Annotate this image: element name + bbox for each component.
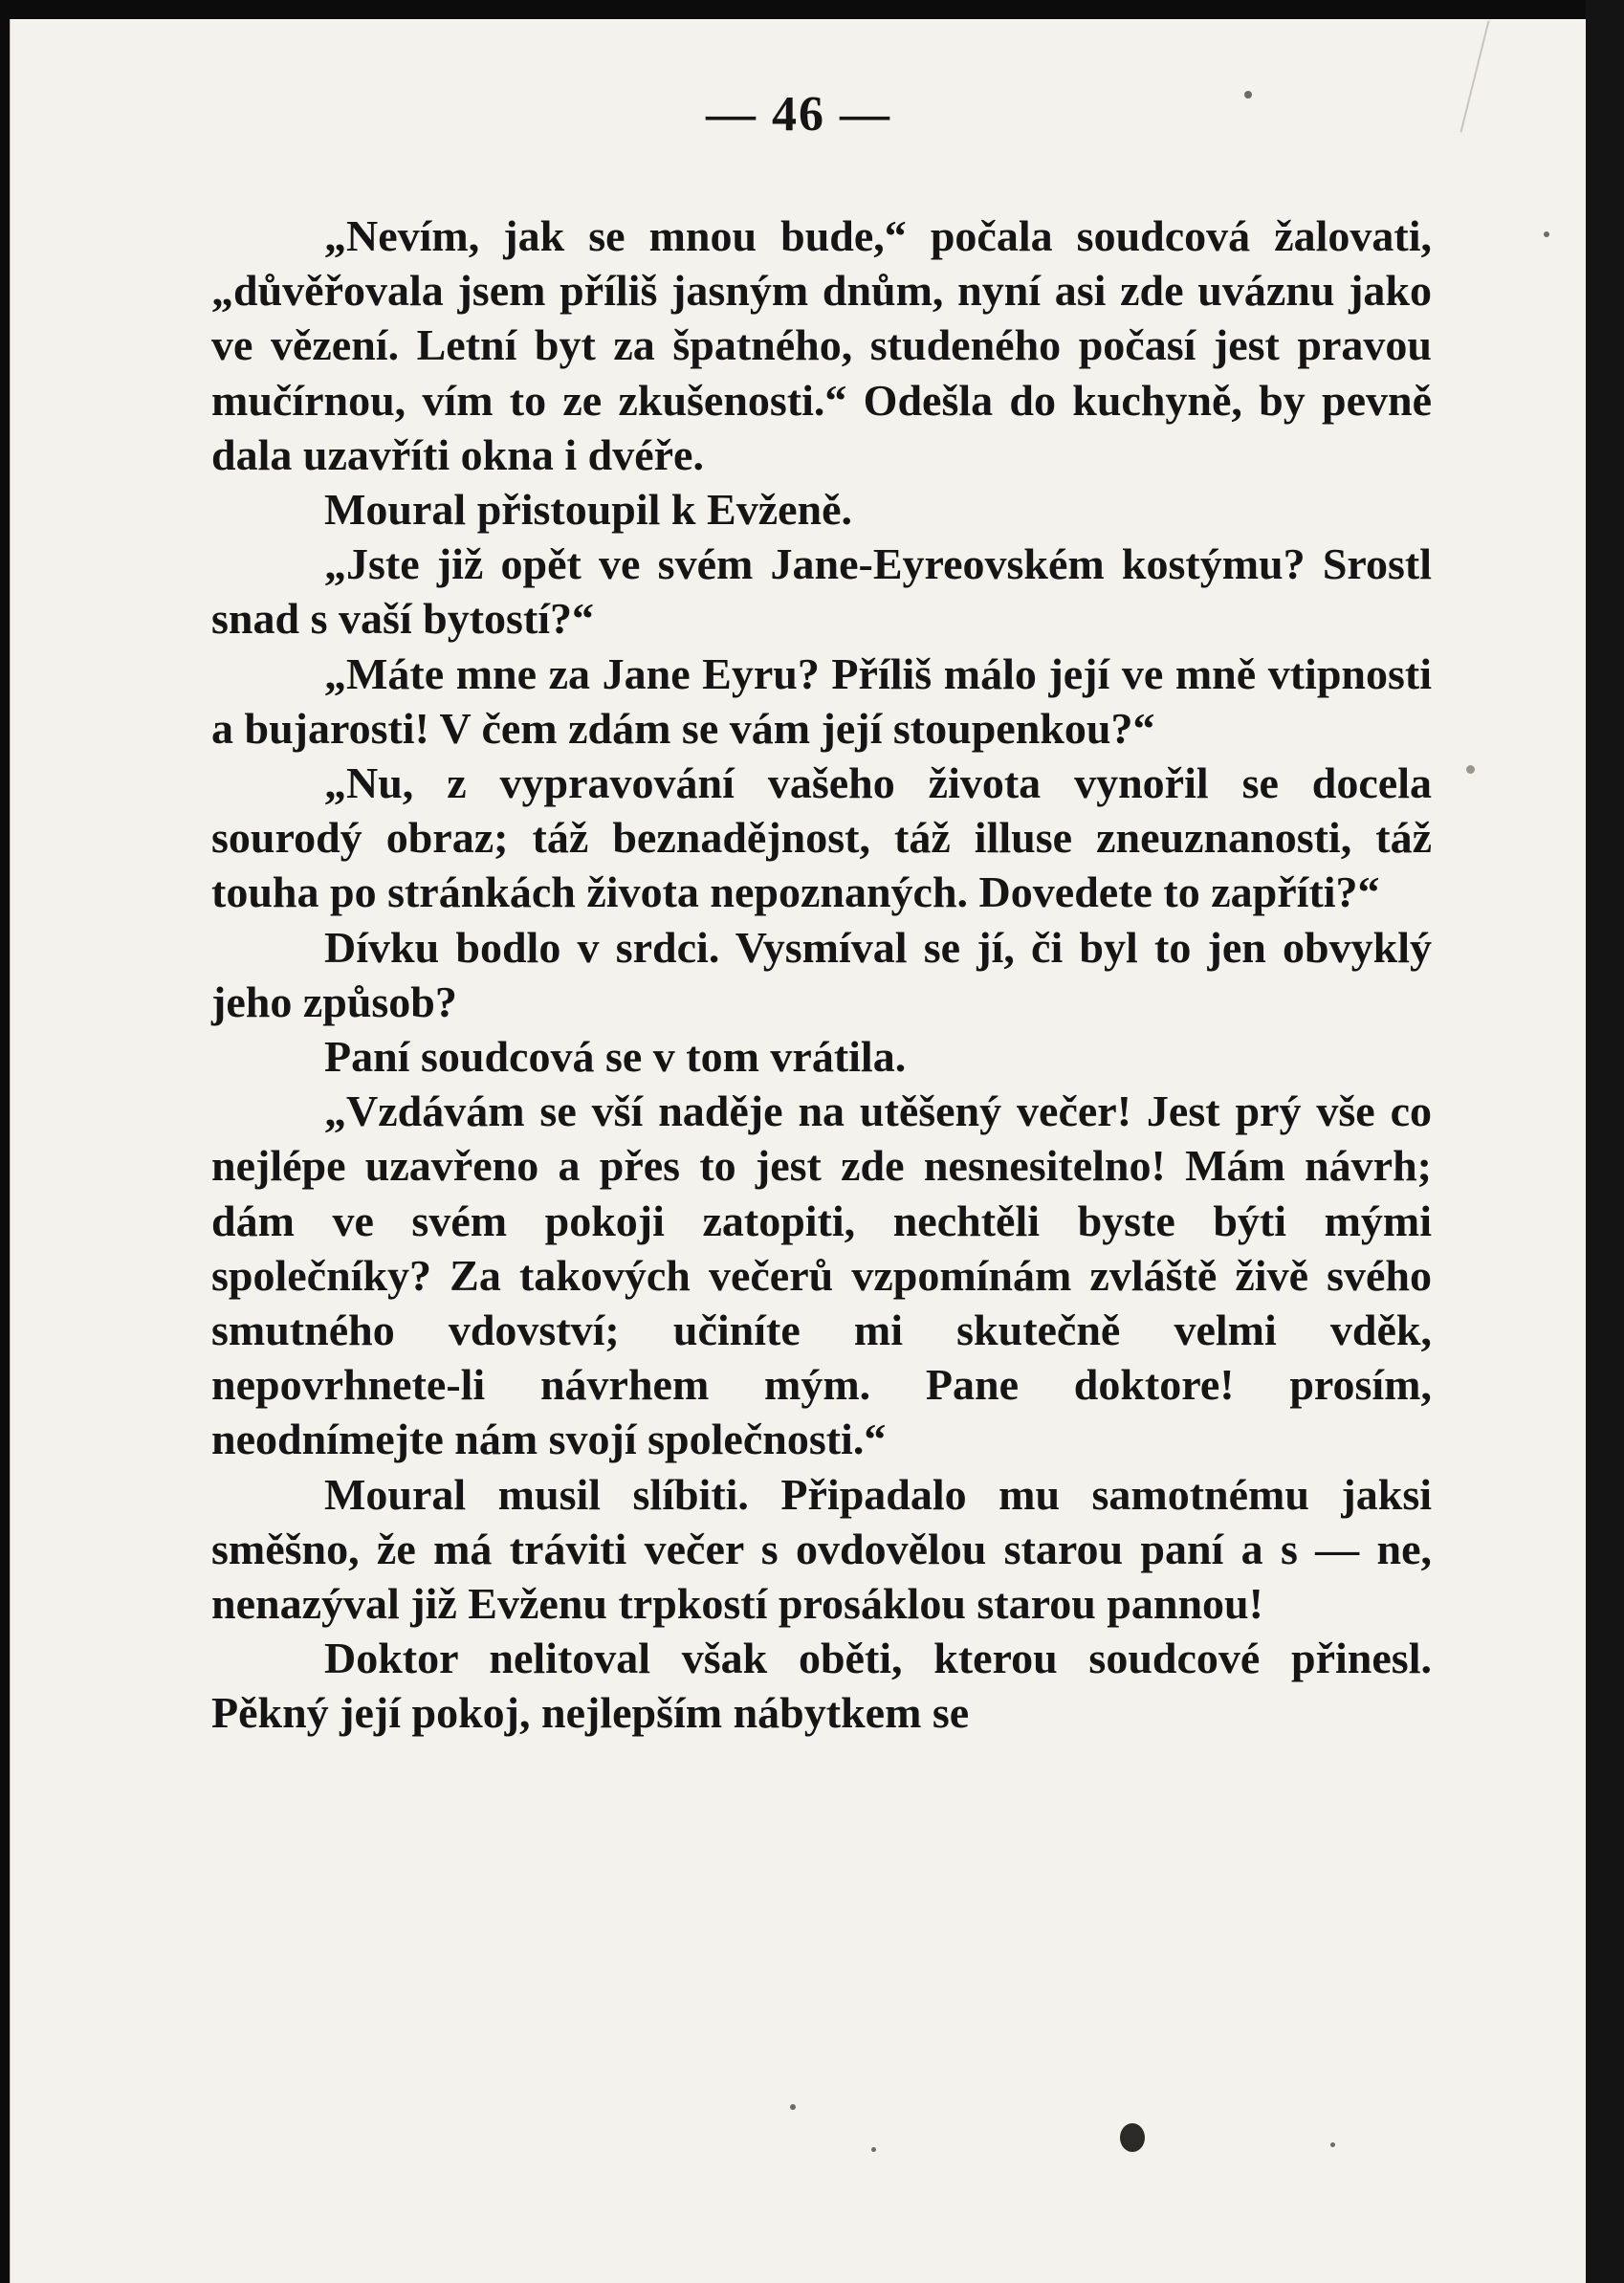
ink-speck [1244, 91, 1252, 99]
paragraph: „Vzdávám se vší naděje na utěšený večer! Jest prý vše co nejlépe uzavřeno a přes to jest zde nesnesitelno! Mám návrh; dám ve svém pokoji zatopiti, nechtěli byste býti mými společníky? Za takových večerů vzpomínám zvláště živě svého smutného vdovství; učiníte mi skutečně velmi vděk, nepovrhnete-li návrhem mým. Pane doktore! prosím, neodnímejte nám svojí společnosti.“ [211, 1087, 1432, 1464]
paragraph: Moural musil slíbiti. Připadalo mu samotnému jaksi směšno, že má tráviti večer s ovdovělou starou paní a s — ne, nenazýval již Evženu trpkostí prosáklou starou pannou! [211, 1469, 1432, 1629]
paragraph: „Máte mne za Jane Eyru? Příliš málo její ve mně vtipnosti a bujarosti! V čem zdám se vám její stoupenkou?“ [211, 648, 1432, 753]
paragraph: Moural přistoupil k Evženě. [324, 485, 853, 535]
ink-speck [1330, 2142, 1335, 2147]
page-number: — 46 — [706, 87, 891, 142]
ink-speck [790, 2104, 796, 2110]
ink-speck [1466, 765, 1475, 774]
ink-speck [871, 2147, 876, 2152]
paragraph: „Jste již opět ve svém Jane-Eyreovském kostýmu? Srostl snad s vaší bytostí?“ [211, 539, 1432, 644]
ink-speck [1544, 231, 1549, 237]
paragraph: „Nevím, jak se mnou bude,“ počala soudcová žalovati, „důvěřovala jsem příliš jasným dnům, nyní asi zde uváznu jako ve vězení. Letní byt za špatného, studeného počasí jest pravou mučírnou, vím to ze zkušenosti.“ Odešla do kuchyně, by pevně dala uzavříti okna i dvéře. [211, 211, 1432, 479]
book-page [10, 19, 1587, 2283]
paragraph: Doktor nelitoval však oběti, kterou soudcové přinesl. Pěkný její pokoj, nejlepším nábytkem se [211, 1634, 1432, 1738]
ink-speck [1120, 2123, 1145, 2152]
paragraph: Dívku bodlo v srdci. Vysmíval se jí, či byl to jen obvyklý jeho způsob? [211, 922, 1432, 1026]
paragraph: „Nu, z vypravování vašeho života vynořil se docela sourodý obraz; táž beznadějnost, táž illuse zneuznanosti, táž touha po stránkách života nepoznaných. Dovedete to zapříti?“ [211, 758, 1432, 917]
paragraph: Paní soudcová se v tom vrátila. [324, 1032, 907, 1082]
scan-edge [1586, 0, 1624, 2283]
body-text [211, 209, 1432, 1741]
